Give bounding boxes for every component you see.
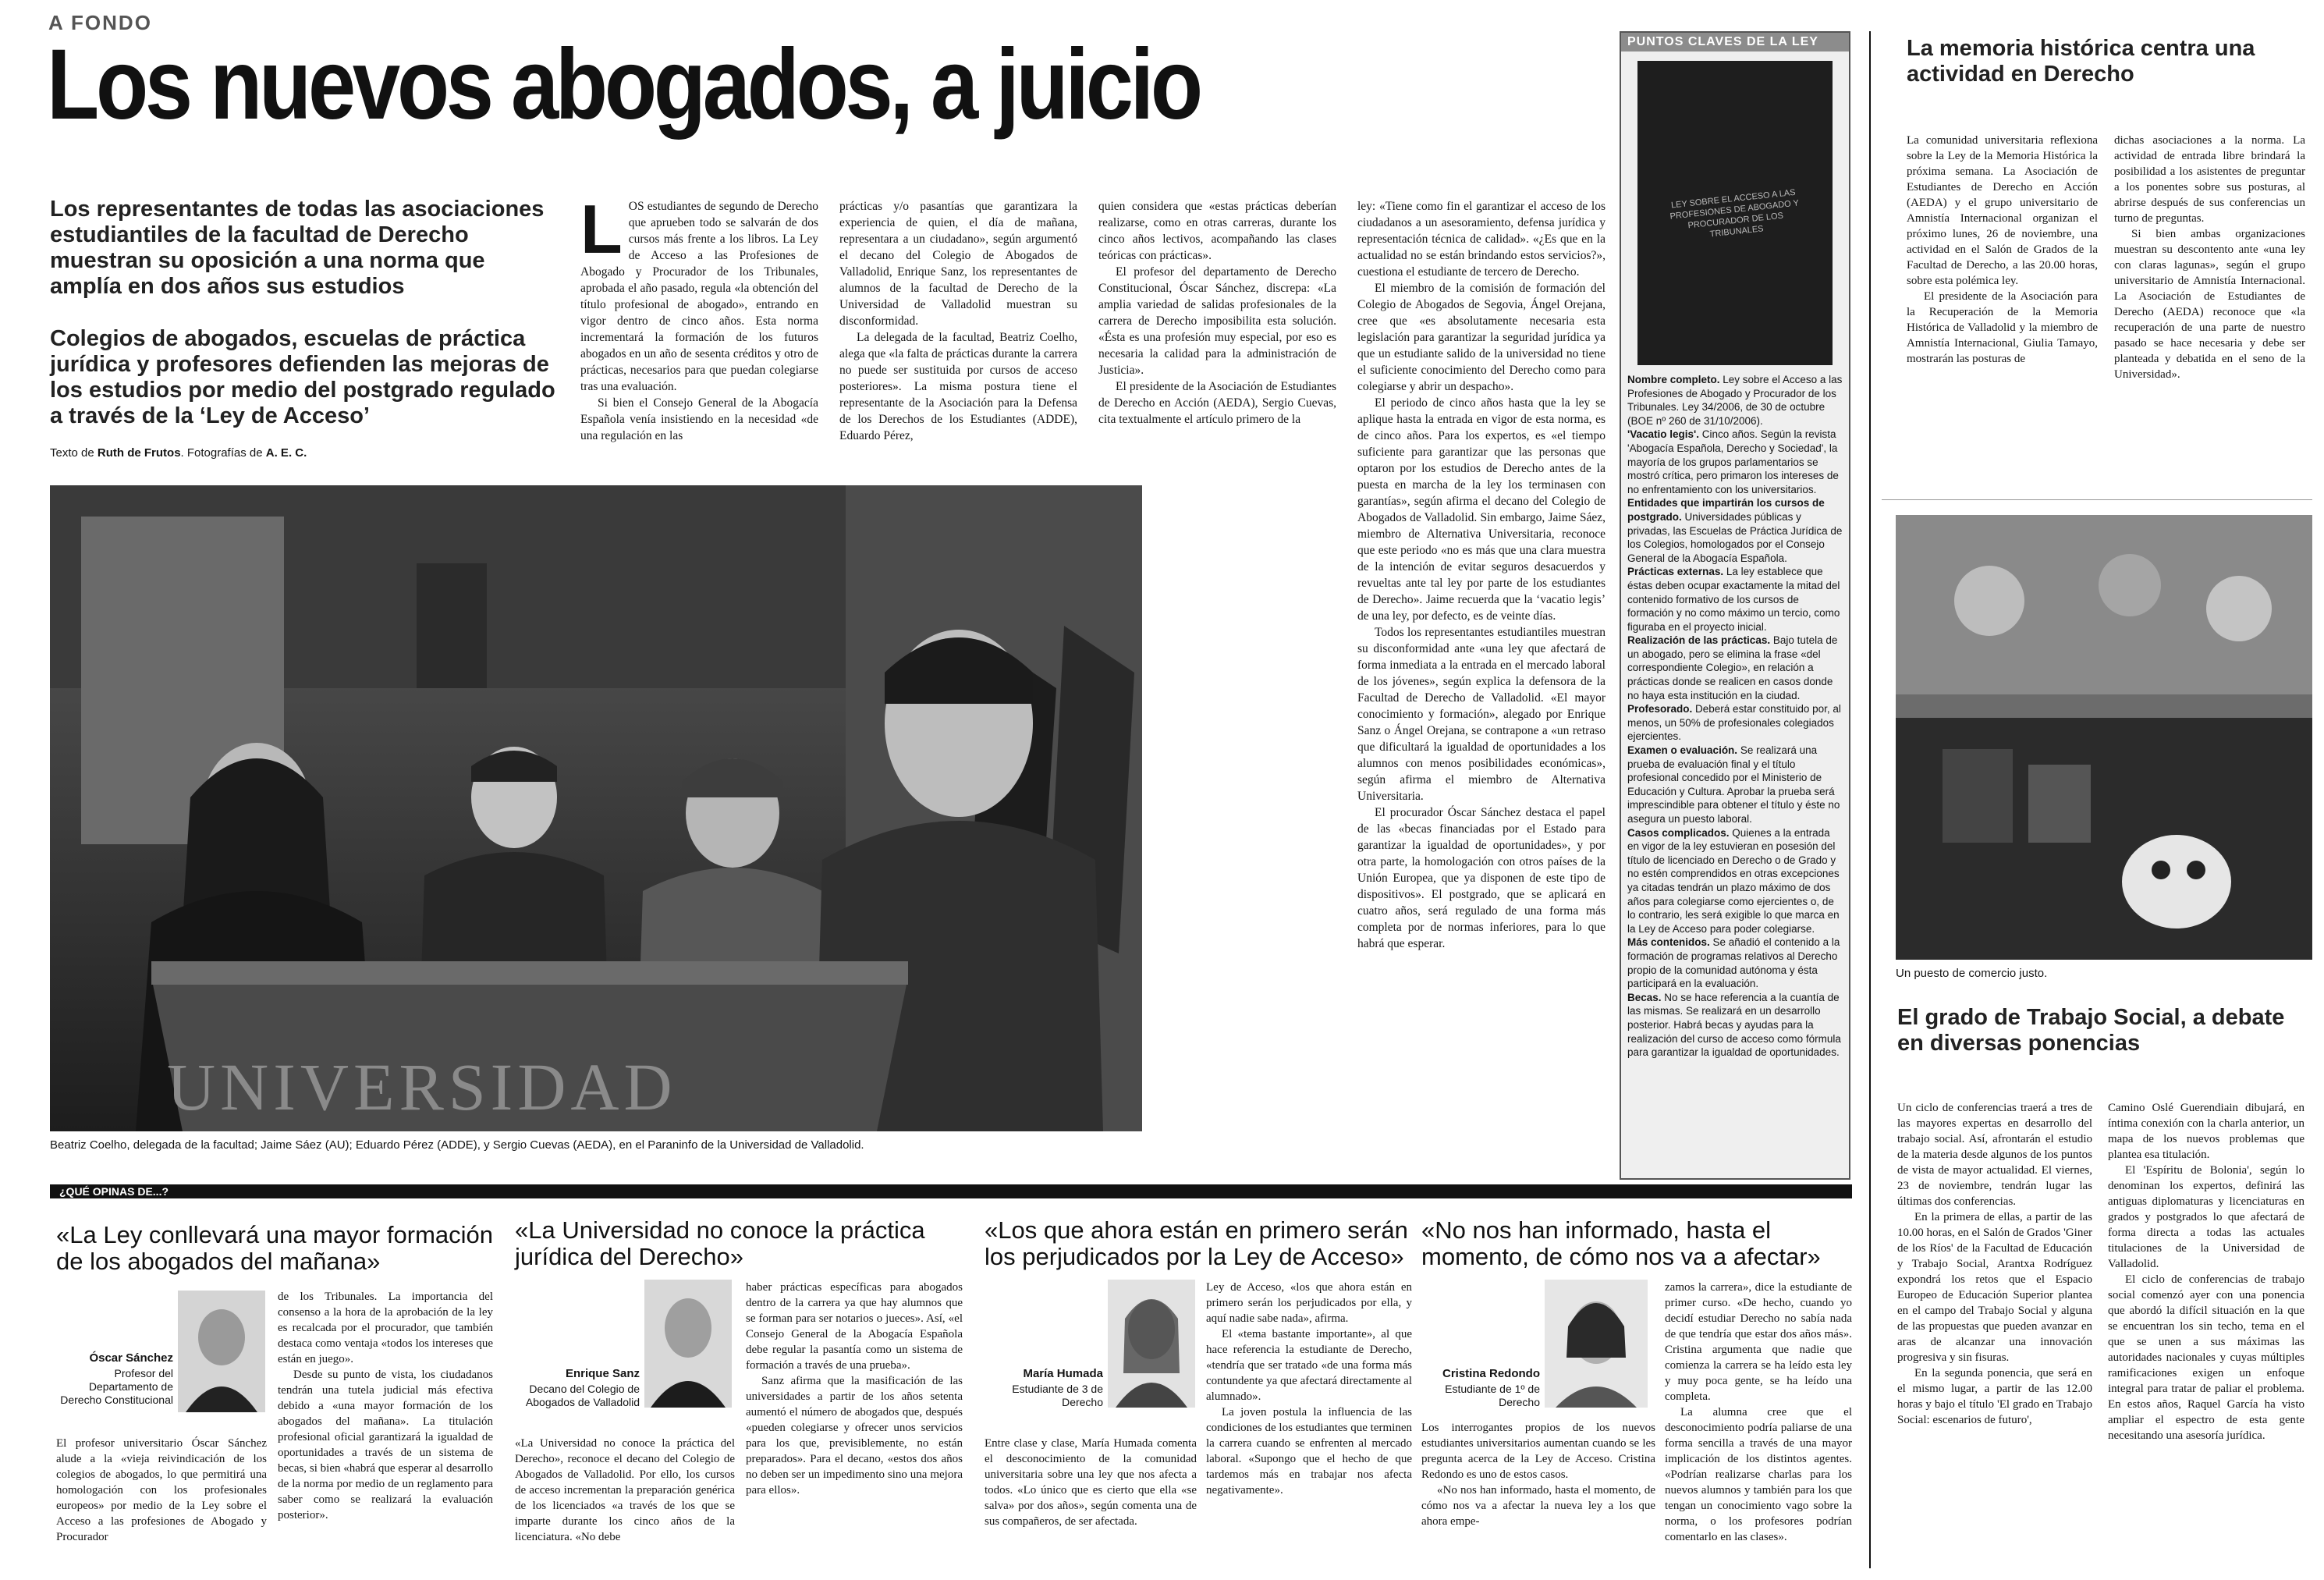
paragraph: En la segunda ponencia, que será en el mismo lugar, a partir de las 12.00 horas y bajo el título 'El grado en Trabajo Social: escenarios de futuro', (1897, 1367, 2092, 1426)
paragraph: La joven postula la influencia de las condiciones de los estudiantes que terminen la carrera cuando se enfrenten al mercado laboral. «Supongo que el hecho de que tardemos más en trabajar nos afecta negativamente». (1206, 1406, 1412, 1497)
law-book-cover (1637, 61, 1833, 365)
paragraph: Entre clase y clase, María Humada comenta el desconocimiento de la comunidad universitaria sobre una ley que nos afecta a todos. «Lo único que es cierto que ella «se salva» por dos años», según comenta una de sus compañeros, de ser afectada. (985, 1437, 1197, 1528)
main-photo-illustration (50, 485, 1142, 1131)
paragraph: La delegada de la facultad, Beatriz Coelho, alega que «la falta de prácticas durante la carrera no puede ser sustituida por cursos de acceso posteriores». La misma postura tiene el representante de la Asociación para la Defensa de los Derechos de los Estudiantes (ADDE), Eduardo Pérez, (839, 331, 1077, 442)
deck-2: Colegios de abogados, escuelas de práctica jurídica y profesores defienden las mejoras de los estudios por medio del postgrado regulado a través de la ‘Ley de Acceso’ (50, 326, 555, 428)
opinion-text-b (746, 1280, 963, 1568)
opinion-text-b (1665, 1280, 1852, 1568)
key-point-item (1627, 744, 1843, 826)
opinion-text-a (56, 1436, 267, 1568)
byline-photo: A. E. C. (265, 446, 307, 460)
opinion-name: María Humada (1023, 1367, 1103, 1380)
paragraph: Desde su punto de vista, los ciudadanos tendrán una tutela judicial más efectiva debido a «una mayor formación de los abogados del mañana». La titulación profesional oficial garantizará la igualdad de oportunidades a través de un sistema de becas, si bien «habrá que esperar al desarrollo de la norma por medio de un reglamento para saber como se realizará la evaluación posterior». (278, 1369, 493, 1521)
paragraph: El «tema bastante importante», al que hace referencia la estudiante de Derecho, «tendría que ser tratado «de una forma más contundente ya que afectará directamente al alumnado». (1206, 1328, 1412, 1403)
opinion-text-a (515, 1436, 735, 1568)
paragraph: prácticas y/o pasantías que garantizara la experiencia de quien, el día de mañana, representara a un ciudadano», según argumentó el decano del Colegio de Abogados de Valladolid, Enrique Sanz, los representantes de alumnos de la facultad de Derecho de la Universidad de Valladolid muestran su disconformidad. (839, 200, 1077, 328)
portrait-illustration (178, 1291, 265, 1412)
key-point-text: Cinco años. Según la revista 'Abogacía Española, Derecho y Sociedad', la mayoría de los grupos parlamentarios se mostró crítica, pero primaron los intereses de no enfrentamiento con los universitarios. (1627, 428, 1839, 495)
main-headline: Los nuevos abogados, a juicio (47, 29, 1200, 140)
byline (50, 446, 557, 460)
paragraph: Todos los representantes estudiantiles muestran su disconformidad ante «una ley que afectará de forma inmediata a la entrada en el mercado laboral de los jóvenes», según explica la defensora de la Facultad de Derecho de Valladolid. «El mayor conocimiento y formación», alegado por Enrique Sanz o Ángel Orejana, se contrapone a «un retraso que dificultará la igualdad de oportunidades a los alumnos con menos posibilidades económicas», según afirma el miembro de Alternativa Universitaria. (1357, 626, 1606, 803)
opinion-name: Óscar Sánchez (89, 1351, 173, 1365)
key-point-item (1627, 565, 1843, 634)
sidebar2-column-1 (1897, 1100, 2092, 1553)
paragraph: El profesor universitario Óscar Sánchez alude a la «vieja reivindicación de los colegios de abogados, lo que permitirá una homologación con los profesionales europeos» por medio de la Ley sobre el Acceso a las profesiones de Abogado y Procurador (56, 1437, 267, 1543)
paragraph: haber prácticas específicas para abogados dentro de la carrera ya que hay alumnos que se forman para ser notarios o jueces». Así, «el Consejo General de la Abogacía Española debe regular la pasantía como un sistema de formación a través de una prueba». (746, 1281, 963, 1372)
article-column-4 (1357, 198, 1606, 1181)
paragraph: En la primera de ellas, a partir de las 10.00 horas, en el Salón de Grados 'Giner de los Ríos' de la Facultad de Educación y Trabajo Social, Arantxa Rodríguez expondrá los retos que el Espacio Europeo de Educación Superior plantea en el campo del Trabajo Social y alguna de las propuestas que pueden avanzar en aras de alcanzar una innovación progresiva y sin fisuras. (1897, 1211, 2092, 1364)
opinions-label: ¿QUÉ OPINAS DE...? (59, 1185, 169, 1198)
sidebar2-column-2 (2108, 1100, 2304, 1553)
portrait-enrique-sanz (644, 1280, 732, 1408)
paragraph: Los interrogantes propios de los nuevos estudiantes universitarios aumentan cuando se les pregunta acerca de la Ley de Acceso. Cristina Redondo es uno de estos casos. (1421, 1422, 1655, 1481)
paragraph: Si bien ambas organizaciones muestran su descontento ante «una ley con claras lagunas», según el grupo universitario de Amnistía Internacional. La Asociación de Estudiantes de Derecho (AEDA) reconoce que «la recuperación de una parte de nuestro pasado se hace necesaria y debe ser planteada y debatida en el seno de la Universidad». (2114, 228, 2305, 381)
paragraph: de los Tribunales. La importancia del consenso a la hora de la aprobación de la ley es recalcada por el procurador, que también destaca como ventaja «todos los intereses que están en juego». (278, 1291, 493, 1365)
key-point-label: Becas. (1627, 991, 1662, 1003)
portrait-illustration (1545, 1280, 1648, 1408)
article-column-3 (1098, 198, 1336, 470)
paragraph: El miembro de la comisión de formación del Colegio de Abogados de Segovia, Ángel Orejana, cree que «es absolutamente necesaria esta legislación para garantizar la seguridad jurídica ya que un estudiante salido de la universidad no tiene el suficiente conocimiento del Derecho como para colegiarse y abrir un despacho». (1357, 282, 1606, 393)
byline-mid: . Fotografías de (180, 446, 266, 460)
byline-author: Ruth de Frutos (97, 446, 181, 460)
paragraph: Si bien el Consejo General de la Abogacía Española venía insistiendo en la necesidad «de una regulación en las (580, 396, 818, 442)
paragraph: El presidente de la Asociación de Estudiantes de Derecho en Acción (AEDA), Sergio Cuevas, cita textualmente el artículo primero de la (1098, 380, 1336, 426)
paragraph: OS estudiantes de segundo de Derecho que aprueben todo se salvarán de dos cursos más frente a los libros. La Ley de Acceso a las Profesiones de Abogado y Procurador de los Tribunales, aprobada el año pasado, regula «la obtención del título profesional de abogado», entrando en vigor dentro de cinco años. Esta norma incrementará la formación de los futuros abogados en un año de sesenta créditos y otro de prácticas, necesarios para que puedan colegiarse tras una evaluación. (580, 200, 818, 393)
opinion-quote: «No nos han informado, hasta el momento, de cómo nos va a afectar» (1421, 1216, 1821, 1270)
key-point-text: Universidades públicas y privadas, las Escuelas de Práctica Jurídica de los Colegios, homologados por el Consejo General de la Abogacía Española. (1627, 510, 1843, 564)
opinion-text-a (1421, 1420, 1655, 1568)
key-point-text: Deberá estar constituido por, al menos, un 50% de profesionales colegiados ejercientes. (1627, 703, 1841, 743)
key-point-item (1627, 373, 1843, 428)
portrait-oscar-sanchez (178, 1291, 265, 1412)
article-column-1 (580, 198, 818, 470)
opinions-bar (50, 1184, 1852, 1198)
key-point-label: Casos complicados. (1627, 826, 1730, 839)
paragraph: Camino Oslé Guerendiain dibujará, en íntima conexión con la charla anterior, un mapa de los nuevos problemas que plantea esa titulación. (2108, 1102, 2304, 1161)
key-point-item (1627, 991, 1843, 1060)
key-points-list (1621, 371, 1849, 1167)
column-divider (1869, 31, 1871, 1568)
opinion-role: Estudiante de 1º de Derecho (1445, 1383, 1540, 1408)
key-point-text: La ley establece que éstas deben ocupar exactamente la mitad del contenido formativo de los cursos de formación y no como máximo un tercio, como figuraba en el proyecto inicial. (1627, 566, 1840, 633)
sidebar1-column-2 (2114, 133, 2305, 499)
key-point-text: Bajo tutela de un abogado, pero se elimina la frase «del correspondiente Colegio», en relación a prácticas donde se realicen en casos donde no haya esta institución en la ciudad. (1627, 634, 1838, 701)
paragraph: El presidente de la Asociación para la Recuperación de la Memoria Histórica de Valladolid y la miembro de Amnistía Internacional, Giulia Tamayo, mostrarán las posturas de (1907, 290, 2098, 365)
paragraph: quien considera que «estas prácticas deberían realizarse, como en otras carreras, durante los cinco años lectivos, acompañando las clases teóricas con prácticas». (1098, 200, 1336, 262)
key-point-label: 'Vacatio legis'. (1627, 428, 1699, 441)
section-label: A FONDO (48, 11, 152, 34)
opinion-text-b (1206, 1280, 1412, 1568)
key-point-item (1627, 428, 1843, 496)
opinion-role: Estudiante de 3 de Derecho (1012, 1383, 1103, 1408)
key-point-item (1627, 936, 1843, 990)
key-point-text: No se hace referencia a la cuantía de las mismas. Se realizará en un desarrollo posterior. Habrá becas y ayudas para la realización del curso de acceso como fórmula para garantizar la igualdad de oportunidades. (1627, 991, 1841, 1059)
opinion-quote: «La Ley conllevará una mayor formación de los abogados del mañana» (56, 1221, 494, 1275)
portrait-cristina-redondo (1545, 1280, 1648, 1408)
paragraph: Un ciclo de conferencias traerá a tres de las mayores expertas en desarrollo del trabajo social. Así, afrontarán el estudio de la materia desde algunos de los puntos de vista de mayor actualidad. El viernes, 23 de noviembre, tendrán lugar las últimas dos conferencias. (1897, 1102, 2092, 1208)
article-column-2 (839, 198, 1077, 470)
key-point-label: Entidades que impartirán los cursos de postgrado. (1627, 497, 1825, 523)
opinion-name: Enrique Sanz (565, 1367, 640, 1380)
book-cover-text: LEY SOBRE EL ACCESO A LAS PROFESIONES DE ABOGADO Y PROCURADOR DE LOS TRIBUNALES (1669, 187, 1800, 240)
paragraph: dichas asociaciones a la norma. La actividad de entrada libre brindará la posibilidad a los asistentes de preguntar a los ponentes sobre sus posturas, al abrirse después de sus conferencias un turno de preguntas. (2114, 134, 2305, 225)
paragraph: Sanz afirma que la masificación de las universidades a partir de los años setenta aumentó el número de abogados que, después «pueden colegiarse y ofrecer unos servicios para los que, previsiblemente, no están preparados». Para el decano, «estos dos años no deben ser un impedimento sino una mejora para ellos». (746, 1375, 963, 1497)
paragraph: La alumna cree que el desconocimiento podría paliarse de una forma sencilla a través de una mayor implicación de los distintos agentes. «Podrían realizarse charlas para los nuevos alumnos y también para los que tengan un conocimiento vago sobre la norma, o los profesores podrían comentarlo en las clases». (1665, 1406, 1852, 1543)
key-point-label: Prácticas externas. (1627, 566, 1724, 578)
main-photo (50, 485, 1142, 1131)
sidebar-divider (1882, 499, 2312, 500)
opinion-text-a (985, 1436, 1197, 1568)
podium-text: UNIVERSIDAD (167, 1049, 677, 1124)
key-point-item (1627, 826, 1843, 936)
key-point-text: Se añadió el contenido a la formación de programas relativos al Derecho propio de la comunidad autónoma y ésta participará en la evaluación. (1627, 936, 1840, 990)
paragraph: El profesor del departamento de Derecho Constitucional, Óscar Sánchez, discrepa: «La amplia variedad de salidas profesionales de la carrera de Derecho imposibilita esta solución. «Ésta es una profesión muy especial, por eso es necesaria la calidad para la administración de Justicia». (1098, 265, 1336, 377)
sidebar1-column-1 (1907, 133, 2098, 499)
opinion-name: Cristina Redondo (1442, 1367, 1540, 1380)
key-point-label: Profesorado. (1627, 703, 1693, 715)
key-point-label: Examen o evaluación. (1627, 744, 1738, 757)
portrait-illustration (644, 1280, 732, 1408)
paragraph: ley: «Tiene como fin el garantizar el acceso de los ciudadanos a un asesoramiento, defensa jurídica y representación técnica de calidad». «¿Es que en la actualidad no se están brindando estos servicios?», cuestiona el estudiante de tercero de Derecho. (1357, 200, 1606, 279)
paragraph: «No nos han informado, hasta el momento, de cómo nos va a afectar la nueva ley a los que ahora empe- (1421, 1484, 1655, 1528)
main-photo-caption: Beatriz Coelho, delegada de la facultad; Jaime Sáez (AU); Eduardo Pérez (ADDE), y Sergio Cuevas (AEDA), en el Paraninfo de la Universidad de Valladolid. (50, 1138, 864, 1152)
sidebar1-photo-caption: Un puesto de comercio justo. (1896, 967, 2048, 980)
key-point-item (1627, 634, 1843, 702)
key-points-header: PUNTOS CLAVES DE LA LEY (1621, 33, 1849, 51)
key-point-text: Se realizará una prueba de evaluación final y el título profesional concedido por el Ministerio de Educación y Cultura. Aprobar la prueba será imprescindible para obtener el título y éste no asegura un puesto laboral. (1627, 744, 1840, 825)
opinion-role: Decano del Colegio de Abogados de Valladolid (525, 1383, 640, 1408)
sidebar2-headline: El grado de Trabajo Social, a debate en diversas ponencias (1897, 1005, 2285, 1056)
key-point-label: Más contenidos. (1627, 936, 1710, 949)
paragraph: «La Universidad no conoce la práctica del Derecho», reconoce el decano del Colegio de Abogados de Valladolid. Por ello, los cursos de acceso incrementan la preparación genérica de los licenciados «a través de los que se imparte durante los cinco años de la licenciatura. «No debe (515, 1437, 735, 1543)
deck-1: Los representantes de todas las asociaciones estudiantiles de la facultad de Derecho muestran su oposición a una norma que amplía en dos años sus estudios (50, 197, 545, 299)
opinion-quote: «Los que ahora están en primero serán los perjudicados por la Ley de Acceso» (985, 1216, 1408, 1270)
key-point-text: Quienes a la entrada en vigor de la ley estuvieran en posesión del título de licenciado en Derecho o de Grado y no estén comprendidos en otras excepciones ya citadas tendrán un plazo máximo de dos años para colegiarse como ejercientes o, de lo contrario, les será exigible lo que marca en la Ley de Acceso para poder colegiarse. (1627, 826, 1840, 935)
opinion-text-b (278, 1289, 493, 1570)
portrait-maria-humada (1108, 1280, 1195, 1408)
opinion-role: Profesor del Departamento de Derecho Constitucional (60, 1367, 173, 1406)
paragraph: El ciclo de conferencias de trabajo social comenzó ayer con una ponencia que abordó la difícil situación en la que se encuentran los sin techo, tema en el que se unen a sus máximas las autoridades nacionales y cuyas múltiples ramificaciones exigen un enfoque integral para tratar de paliar el problema. En estos años, Raquel García ha visto ampliar el espectro de esta gente necesitando una asesoría jurídica. (2108, 1273, 2304, 1442)
portrait-illustration (1108, 1280, 1195, 1408)
opinion-quote: «La Universidad no conoce la práctica jurídica del Derecho» (515, 1216, 925, 1270)
paragraph: El periodo de cinco años hasta que la ley se aplique hasta la entrada en vigor de esta norma, es de cinco años. Para los expertos, es «el tiempo suficiente para garantizar que las personas que optaron por los estudios de Derecho antes de la puesta en marcha de la ley los terminasen con garantías», según afirma el decano del Colegio de Abogados de Valladolid. Sin embargo, Jaime Sáez, miembro de Alternativa Universitaria, reconoce que este periodo «no es más que una clara muestra de la intención de evitar seguros desacuerdos y revueltas ante tal ley por parte de los estudiantes de Derecho». Jaime recuerda que la ‘vacatio legis’ de una ley, por defecto, es de veinte días. (1357, 396, 1606, 623)
paragraph: zamos la carrera», dice la estudiante de primer curso. «De hecho, cuando yo decidí estudiar Derecho no sabía nada de que tendría que estar dos años más». Cristina argumenta que nadie que comienza la carrera se ha leído esta ley y muy poca gente, se ha leído una completa. (1665, 1281, 1852, 1403)
paragraph: Ley de Acceso, «los que ahora están en primero serán los perjudicados por ella, y aquí nadie sabe nada», afirma. (1206, 1281, 1412, 1325)
paragraph: La comunidad universitaria reflexiona sobre la Ley de la Memoria Histórica la próxima semana. La Asociación de Estudiantes de Derecho en Acción (AEDA) y el grupo universitario de Amnistía Internacional organizan el próximo lunes, 26 de noviembre, una actividad en el Salón de Grados de la Facultad de Derecho, a las 20.00 horas, sobre esta polémica ley. (1907, 134, 2098, 287)
paragraph: El 'Espíritu de Bolonia', según lo denominan los expertos, definirá las antiguas diplomaturas y licenciaturas en grados y postgrados lo que afectará de forma directa a todas las actuales titulaciones de la Universidad de Valladolid. (2108, 1164, 2304, 1270)
key-point-text: Ley sobre el Acceso a las Profesiones de Abogado y Procurador de los Tribunales. Ley 34/2006, de 30 de octubre (BOE nº 260 de 31/10/2006). (1627, 374, 1843, 427)
byline-prefix: Texto de (50, 446, 98, 460)
key-point-label: Nombre completo. (1627, 374, 1720, 385)
key-point-item (1627, 702, 1843, 744)
market-stall-illustration (1896, 515, 2312, 960)
dropcap: L (580, 198, 623, 268)
key-point-item (1627, 496, 1843, 565)
paragraph: El procurador Óscar Sánchez destaca el papel de las «becas financiadas por el Estado para garantizar la igualdad de oportunidades», y por otra parte, la homologación con otros países de la Unión Europea, que ya disponen de este tipo de dispositivos». El postgrado, que se aplicará en cuatro años, será regulado de una forma más completa por de normas inferiores, para lo que habrá que esperar. (1357, 806, 1606, 950)
key-points-box (1620, 31, 1850, 1180)
sidebar1-headline: La memoria histórica centra una actividad en Derecho (1907, 36, 2255, 87)
sidebar1-photo (1896, 515, 2312, 960)
key-point-label: Realización de las prácticas. (1627, 634, 1771, 647)
